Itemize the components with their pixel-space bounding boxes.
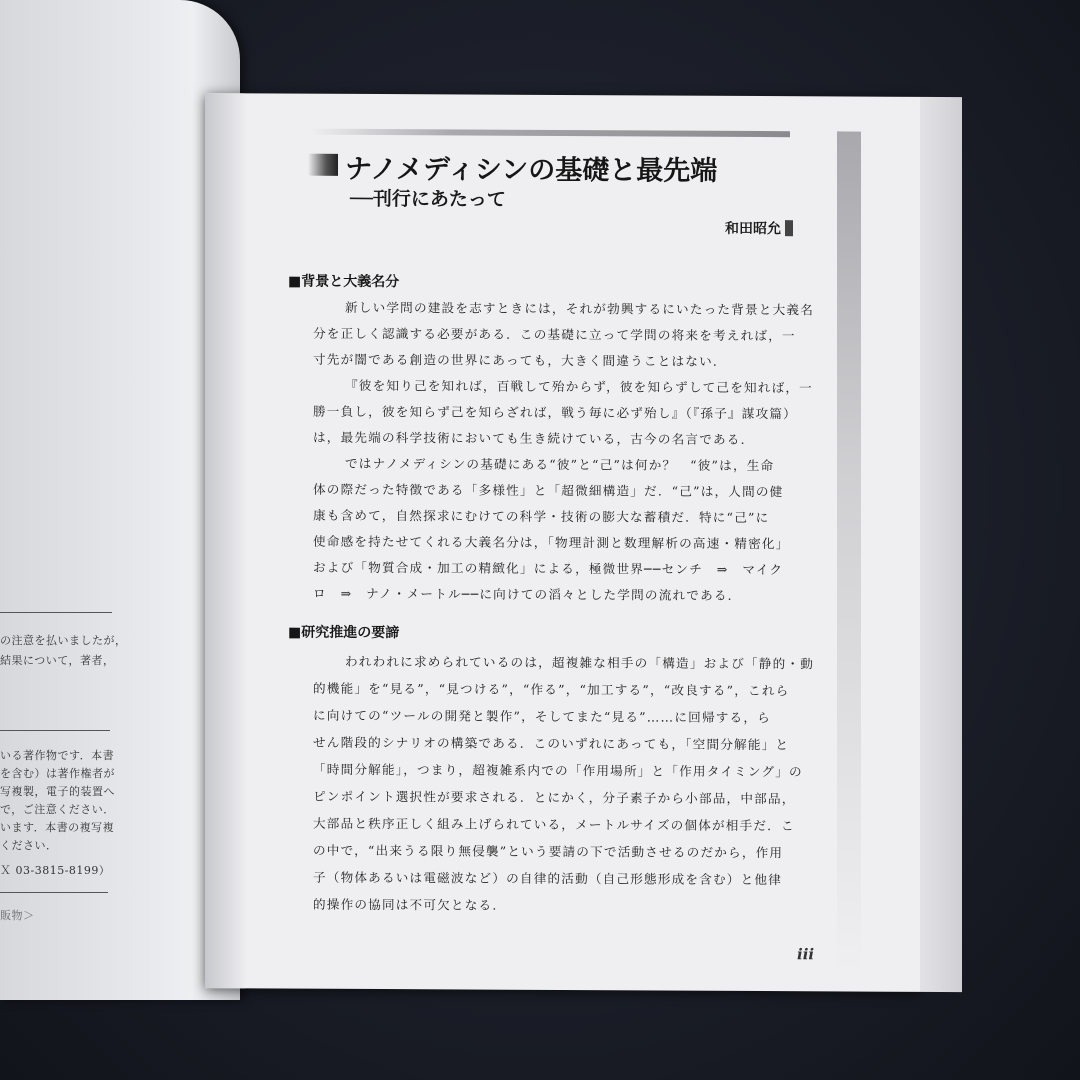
section-heading-research: ■研究推進の要諦 — [288, 624, 400, 642]
left-page-line: 写複製，電子的装置へ — [0, 785, 115, 798]
decorative-top-bar — [310, 129, 790, 138]
left-page-footer: 販物＞ — [0, 909, 35, 922]
left-page-line: で，ご注意ください． — [0, 803, 115, 816]
body-text-line: の中で，“出来うる限り無侵襲”という要請の下で活動させるのだから，作用 — [313, 842, 784, 861]
body-text-line: 康も含めて，自然探求にむけての科学・技術の膨大な蓄積だ．特に“己”に — [313, 507, 770, 526]
left-page-line: を含む）は著作権者が — [0, 767, 115, 780]
body-text-line: 子（物体あるいは電磁波など）の自律的活動（自己形態形成を含む）と他律 — [313, 869, 782, 888]
author-block — [725, 218, 793, 238]
body-text-line: 的機能」を“見る”，“見つける”，“作る”，“加工する”，“改良する”，これら — [313, 680, 790, 699]
body-text-line: 体の際だった特徴である「多様性」と「超微細構造」だ．“己”は，人間の健 — [313, 481, 784, 500]
author-name: 和田昭允 — [725, 220, 781, 238]
body-text-line: 的操作の協同は不可欠となる． — [313, 896, 507, 913]
body-text-line: 大部品と秩序正しく組み上げられている，メートルサイズの個体が相手だ．こ — [313, 815, 795, 834]
page-edge — [920, 97, 962, 992]
body-text-line: 使命感を持たせてくれる大義名分は，「物理計測と数理解析の高速・精密化」 — [313, 533, 790, 552]
body-text-line: せん階段的シナリオの構築である．このいずれにあっても，「空間分解能」と — [313, 734, 790, 753]
body-text-line: ピンポイント選択性が要求される．とにかく，分子素子から小部品，中部品， — [313, 788, 796, 807]
page-subtitle: ──刊行にあたって — [350, 187, 506, 211]
body-text-line: および「物質合成・加工の精緻化」による，極微世界──センチ ⇒ マイク — [313, 559, 784, 578]
decorative-side-bar — [837, 131, 861, 971]
body-text-line: 『彼を知り己を知れば，百戦して殆からず，彼を知らずして己を知れば，一 — [345, 377, 813, 396]
left-page-line: 結果について，著者， — [0, 654, 115, 667]
left-page-line: ください． — [0, 839, 58, 852]
left-page-line: いる著作物です．本書 — [0, 749, 115, 762]
body-text-line: われわれに求められているのは，超複雑な相手の「構造」および「静的・動 — [345, 653, 814, 672]
body-text-line: に向けての“ツールの開発と製作”，そしてまた“見る”……に回帰する，ら — [313, 707, 771, 726]
right-book-page — [205, 93, 920, 992]
body-text-line: 新しい学問の建設を志すときには，それが勃興するにいたった背景と大義名 — [345, 299, 814, 318]
section-heading-background: ■背景と大義名分 — [288, 273, 400, 291]
page-number: iii — [797, 945, 815, 964]
body-text-line: 寸先が闇である創造の世界にあっても，大きく間違うことはない． — [313, 351, 727, 369]
left-page-rule-top — [0, 612, 112, 613]
body-text-line: 「時間分解能」，つまり，超複雑系内での「作用場所」と「作用タイミング」の — [313, 761, 803, 780]
left-page-rule-mid — [0, 730, 110, 731]
left-page-line: の注意を払いましたが， — [0, 634, 127, 647]
body-text-line: 勝一負し，彼を知らず己を知らざれば，戦う毎に必ず殆し』（『孫子』謀攻篇） — [313, 403, 797, 422]
page-title: ナノメディシンの基礎と最先端 — [345, 153, 718, 187]
left-page-line: Ｘ 03-3815-8199） — [0, 864, 111, 877]
body-text-line: ロ ⇒ ナノ・メートル──に向けての滔々とした学問の流れである． — [313, 585, 742, 603]
left-page-rule-bottom — [0, 892, 108, 893]
page-gutter-shadow — [205, 93, 245, 988]
body-text-line: 分を正しく認識する必要がある．この基礎に立って学問の将来を考えれば，一 — [313, 325, 796, 344]
left-book-page — [0, 0, 240, 1000]
title-marker — [308, 154, 338, 176]
left-page-line: います．本書の複写複 — [0, 821, 115, 834]
body-text-line: ではナノメディシンの基礎にある“彼”と“己”は何か？ “彼”は，生命 — [345, 455, 775, 474]
body-text-line: は，最先端の科学技術においても生き続けている，古今の名言である． — [313, 429, 755, 448]
author-marker — [785, 220, 793, 236]
